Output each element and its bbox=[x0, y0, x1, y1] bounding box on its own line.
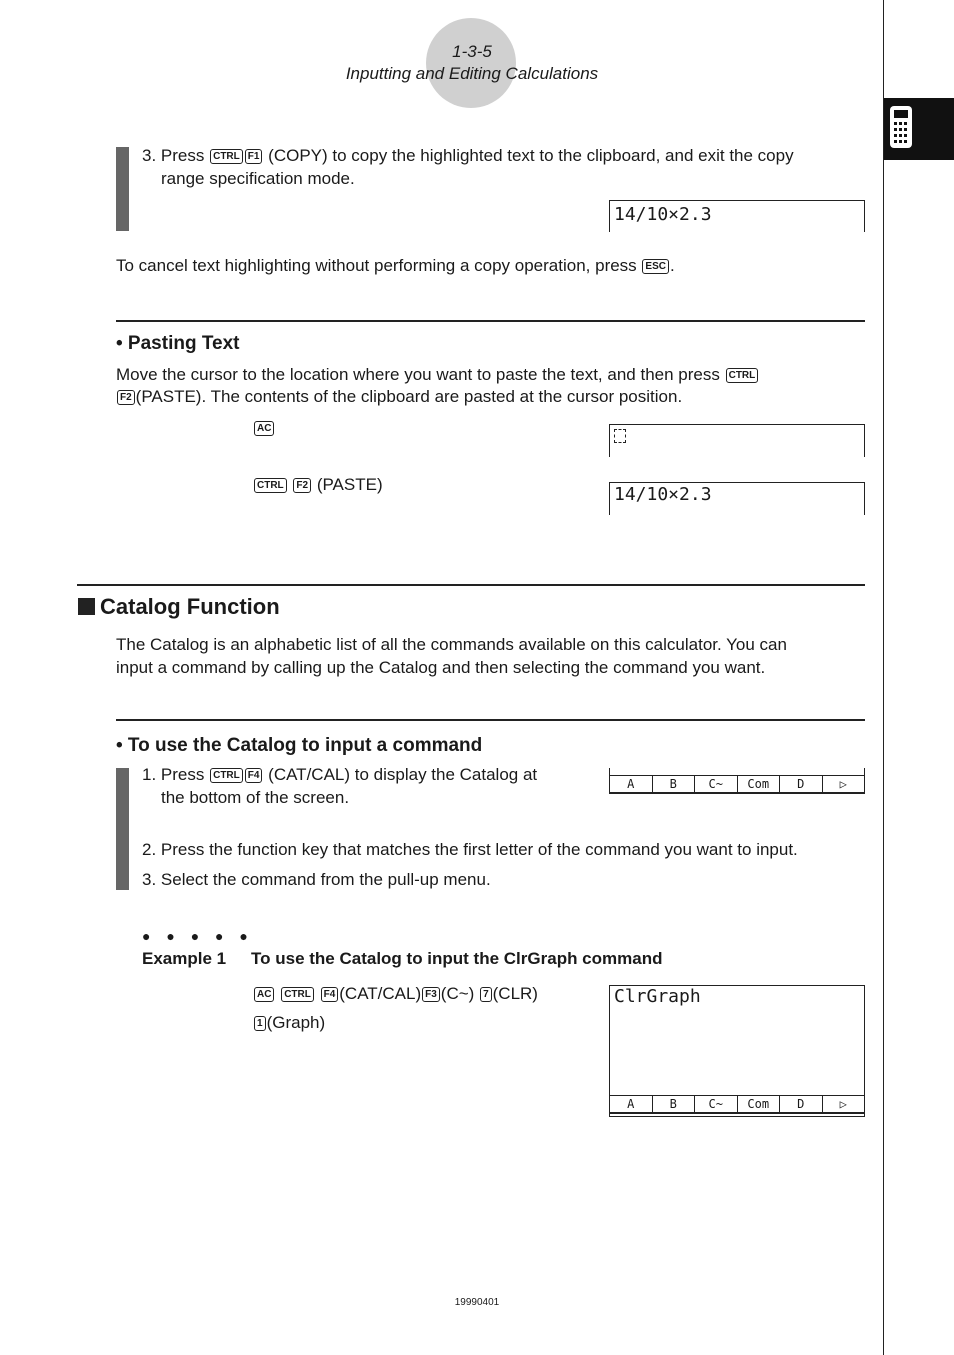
pasting-heading: • Pasting Text bbox=[116, 333, 240, 354]
menu-item: ▷ bbox=[822, 776, 865, 792]
step3-copy-line2: range specification mode. bbox=[161, 169, 355, 188]
f4-key: F4 bbox=[245, 768, 263, 783]
f3-key: F3 bbox=[422, 987, 440, 1002]
pasting-line2: F2 (PASTE). The contents of the clipboard are pasted at the cursor position. bbox=[116, 387, 682, 407]
square-bullet-icon bbox=[78, 598, 95, 615]
one-key: 1 bbox=[254, 1016, 266, 1031]
catalog-intro-line2: input a command by calling up the Catalog and then selecting the command you want. bbox=[116, 658, 766, 677]
menu-item: C~ bbox=[694, 776, 737, 792]
screen-pasted: 14/10×2.3 bbox=[609, 482, 865, 515]
step-bar bbox=[116, 768, 129, 890]
example-title: To use the Catalog to input the ClrGraph command bbox=[251, 949, 663, 968]
menu-item: A bbox=[627, 777, 635, 791]
pasting-line1: Move the cursor to the location where you want to paste the text, and then press CTRL bbox=[116, 365, 816, 385]
calculator-icon bbox=[884, 98, 954, 160]
section-rule bbox=[116, 320, 865, 322]
example-keys-line2: 1 (Graph) bbox=[253, 1013, 325, 1033]
page-title: Inputting and Editing Calculations bbox=[345, 64, 599, 83]
menu-item: B bbox=[652, 1096, 695, 1112]
ac-key: AC bbox=[254, 987, 274, 1002]
header-circle bbox=[426, 18, 516, 108]
use-step1-line2: the bottom of the screen. bbox=[161, 788, 350, 807]
use-step1: 1. Press CTRL F4 (CAT/CAL) to display the Catalog at bbox=[142, 765, 538, 784]
esc-key: ESC bbox=[642, 259, 669, 274]
menu-item: Com bbox=[737, 1096, 780, 1112]
page-edge-line bbox=[883, 0, 884, 1355]
paste-step: CTRL F2 (PASTE) bbox=[253, 475, 383, 495]
cursor-icon bbox=[614, 429, 626, 443]
section-rule bbox=[116, 719, 865, 721]
example-label: Example 1 bbox=[142, 949, 227, 968]
ac-key: AC bbox=[254, 421, 274, 436]
catalog-heading: Catalog Function bbox=[78, 594, 280, 620]
menu-item: C~ bbox=[694, 1096, 737, 1112]
catalog-menu bbox=[610, 1095, 864, 1114]
cancel-note: To cancel text highlighting without performing a copy operation, press ESC . bbox=[116, 256, 675, 275]
menu-item: ▷ bbox=[822, 1096, 865, 1112]
ctrl-key: CTRL bbox=[210, 149, 243, 164]
example-dots: ● ● ● ● ● bbox=[142, 928, 254, 944]
screen-menu bbox=[609, 768, 865, 794]
menu-item: D bbox=[779, 1096, 822, 1112]
catalog-menu bbox=[610, 775, 864, 794]
ctrl-key: CTRL bbox=[210, 768, 243, 783]
section-rule bbox=[77, 584, 865, 586]
menu-item: B bbox=[652, 776, 695, 792]
f1-key: F1 bbox=[245, 149, 263, 164]
f2-key: F2 bbox=[293, 478, 311, 493]
ctrl-key: CTRL bbox=[254, 478, 287, 493]
example-keys-line1: AC CTRL F4 (CAT/CAL) F3 (C~) 7 (CLR) bbox=[253, 984, 538, 1004]
step3-copy: 3. Press CTRL F1 (COPY) to copy the highlighted text to the clipboard, and exit the copy bbox=[142, 146, 794, 165]
ctrl-key: CTRL bbox=[726, 368, 759, 383]
f4-key: F4 bbox=[321, 987, 339, 1002]
menu-item: A bbox=[627, 1097, 635, 1111]
f2-key: F2 bbox=[117, 390, 135, 405]
screen-blank bbox=[609, 424, 865, 457]
use-step2: 2. Press the function key that matches the first letter of the command you want to input. bbox=[142, 840, 798, 859]
use-step3: 3. Select the command from the pull-up menu. bbox=[142, 870, 491, 889]
screen-copy: 14/10×2.3 bbox=[609, 200, 865, 232]
menu-item: Com bbox=[737, 776, 780, 792]
footer-code: 19990401 bbox=[454, 1297, 500, 1308]
page-number: 1-3-5 bbox=[452, 42, 492, 61]
catalog-intro-line1: The Catalog is an alphabetic list of all the commands available on this calculator. You can bbox=[116, 635, 787, 654]
seven-key: 7 bbox=[480, 987, 492, 1002]
screen-example: ClrGraph A B C~ Com D ▷ bbox=[609, 985, 865, 1117]
calculator-tab bbox=[884, 98, 954, 160]
ac-step bbox=[253, 418, 275, 438]
menu-item: D bbox=[779, 776, 822, 792]
step-bar bbox=[116, 147, 129, 231]
use-catalog-heading: • To use the Catalog to input a command bbox=[116, 735, 483, 756]
ctrl-key: CTRL bbox=[281, 987, 314, 1002]
